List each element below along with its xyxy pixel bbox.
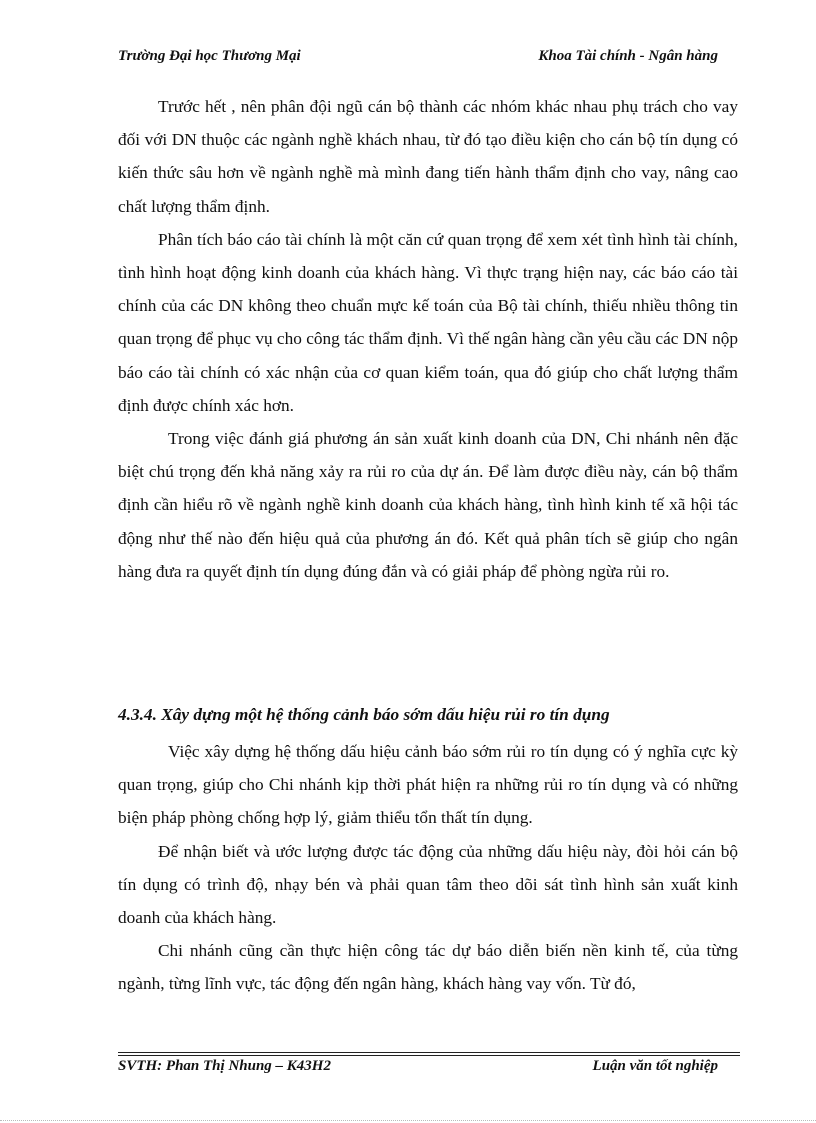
paragraph: Việc xây dựng hệ thống dấu hiệu cảnh báo sớm rủi ro tín dụng có ý nghĩa cực kỳ quan trọng, giúp cho Chi nhánh kịp thời phát hiện ra những rủi ro tín dụng và có những biện pháp phòng chống hợp lý, giảm thiểu tổn thất tín dụng. — [118, 742, 738, 828]
paragraph: Chi nhánh cũng cần thực hiện công tác dự báo diễn biến nền kinh tế, của từng ngành, từng lĩnh vực, tác động đến ngân hàng, khách hàng vay vốn. Từ đó, — [118, 941, 738, 994]
paragraph: Trước hết , nên phân đội ngũ cán bộ thành các nhóm khác nhau phụ trách cho vay đối với DN thuộc các ngành nghề khách nhau, từ đó tạo điều kiện cho cán bộ tín dụng có kiến thức sâu hơn về ngành nghề mà mình đang tiến hành thẩm định cho vay, nâng cao chất lượng thẩm định. — [118, 97, 738, 216]
section-heading: 4.3.4. Xây dựng một hệ thống cảnh báo sớm dấu hiệu rủi ro tín dụng — [118, 705, 610, 724]
page-footer — [118, 1058, 718, 1082]
footer-divider — [118, 1055, 740, 1056]
paragraph: Phân tích báo cáo tài chính là một căn cứ quan trọng để xem xét tình hình tài chính, tình hình hoạt động kinh doanh của khách hàng. Vì thực trạng hiện nay, các báo cáo tài chính của các DN không theo chuẩn mực kế toán của Bộ tài chính, thiếu nhiều thông tin quan trọng để phục vụ cho công tác thẩm định. Vì thế ngân hàng cần yêu cầu các DN nộp báo cáo tài chính có xác nhận của cơ quan kiểm toán, qua đó giúp cho chất lượng thẩm định được chính xác hơn. — [118, 229, 738, 415]
header-faculty: Khoa Tài chính - Ngân hàng — [538, 48, 718, 64]
body-section-bottom — [118, 735, 738, 1001]
header-school: Trường Đại học Thương Mại — [118, 48, 301, 64]
footer-divider — [118, 1052, 740, 1053]
footer-doc-type: Luận văn tốt nghiệp — [592, 1058, 718, 1074]
body-section-top — [118, 90, 738, 588]
page-header — [118, 48, 718, 72]
page-edge-divider — [0, 1120, 816, 1121]
footer-author: SVTH: Phan Thị Nhung – K43H2 — [118, 1058, 331, 1074]
paragraph: Trong việc đánh giá phương án sản xuất kinh doanh của DN, Chi nhánh nên đặc biệt chú trọng đến khả năng xảy ra rủi ro của dự án. Để làm được điều này, cán bộ thẩm định cần hiểu rõ về ngành nghề kinh doanh của khách hàng, tình hình kinh tế xã hội tác động như thế nào đến hiệu quả của phương án đó. Kết quả phân tích sẽ giúp cho ngân hàng đưa ra quyết định tín dụng đúng đắn và có giải pháp để phòng ngừa rủi ro. — [118, 429, 738, 581]
paragraph: Để nhận biết và ước lượng được tác động của những dấu hiệu này, đòi hỏi cán bộ tín dụng có trình độ, nhạy bén và phải quan tâm theo dõi sát tình hình sản xuất kinh doanh của khách hàng. — [118, 841, 738, 928]
